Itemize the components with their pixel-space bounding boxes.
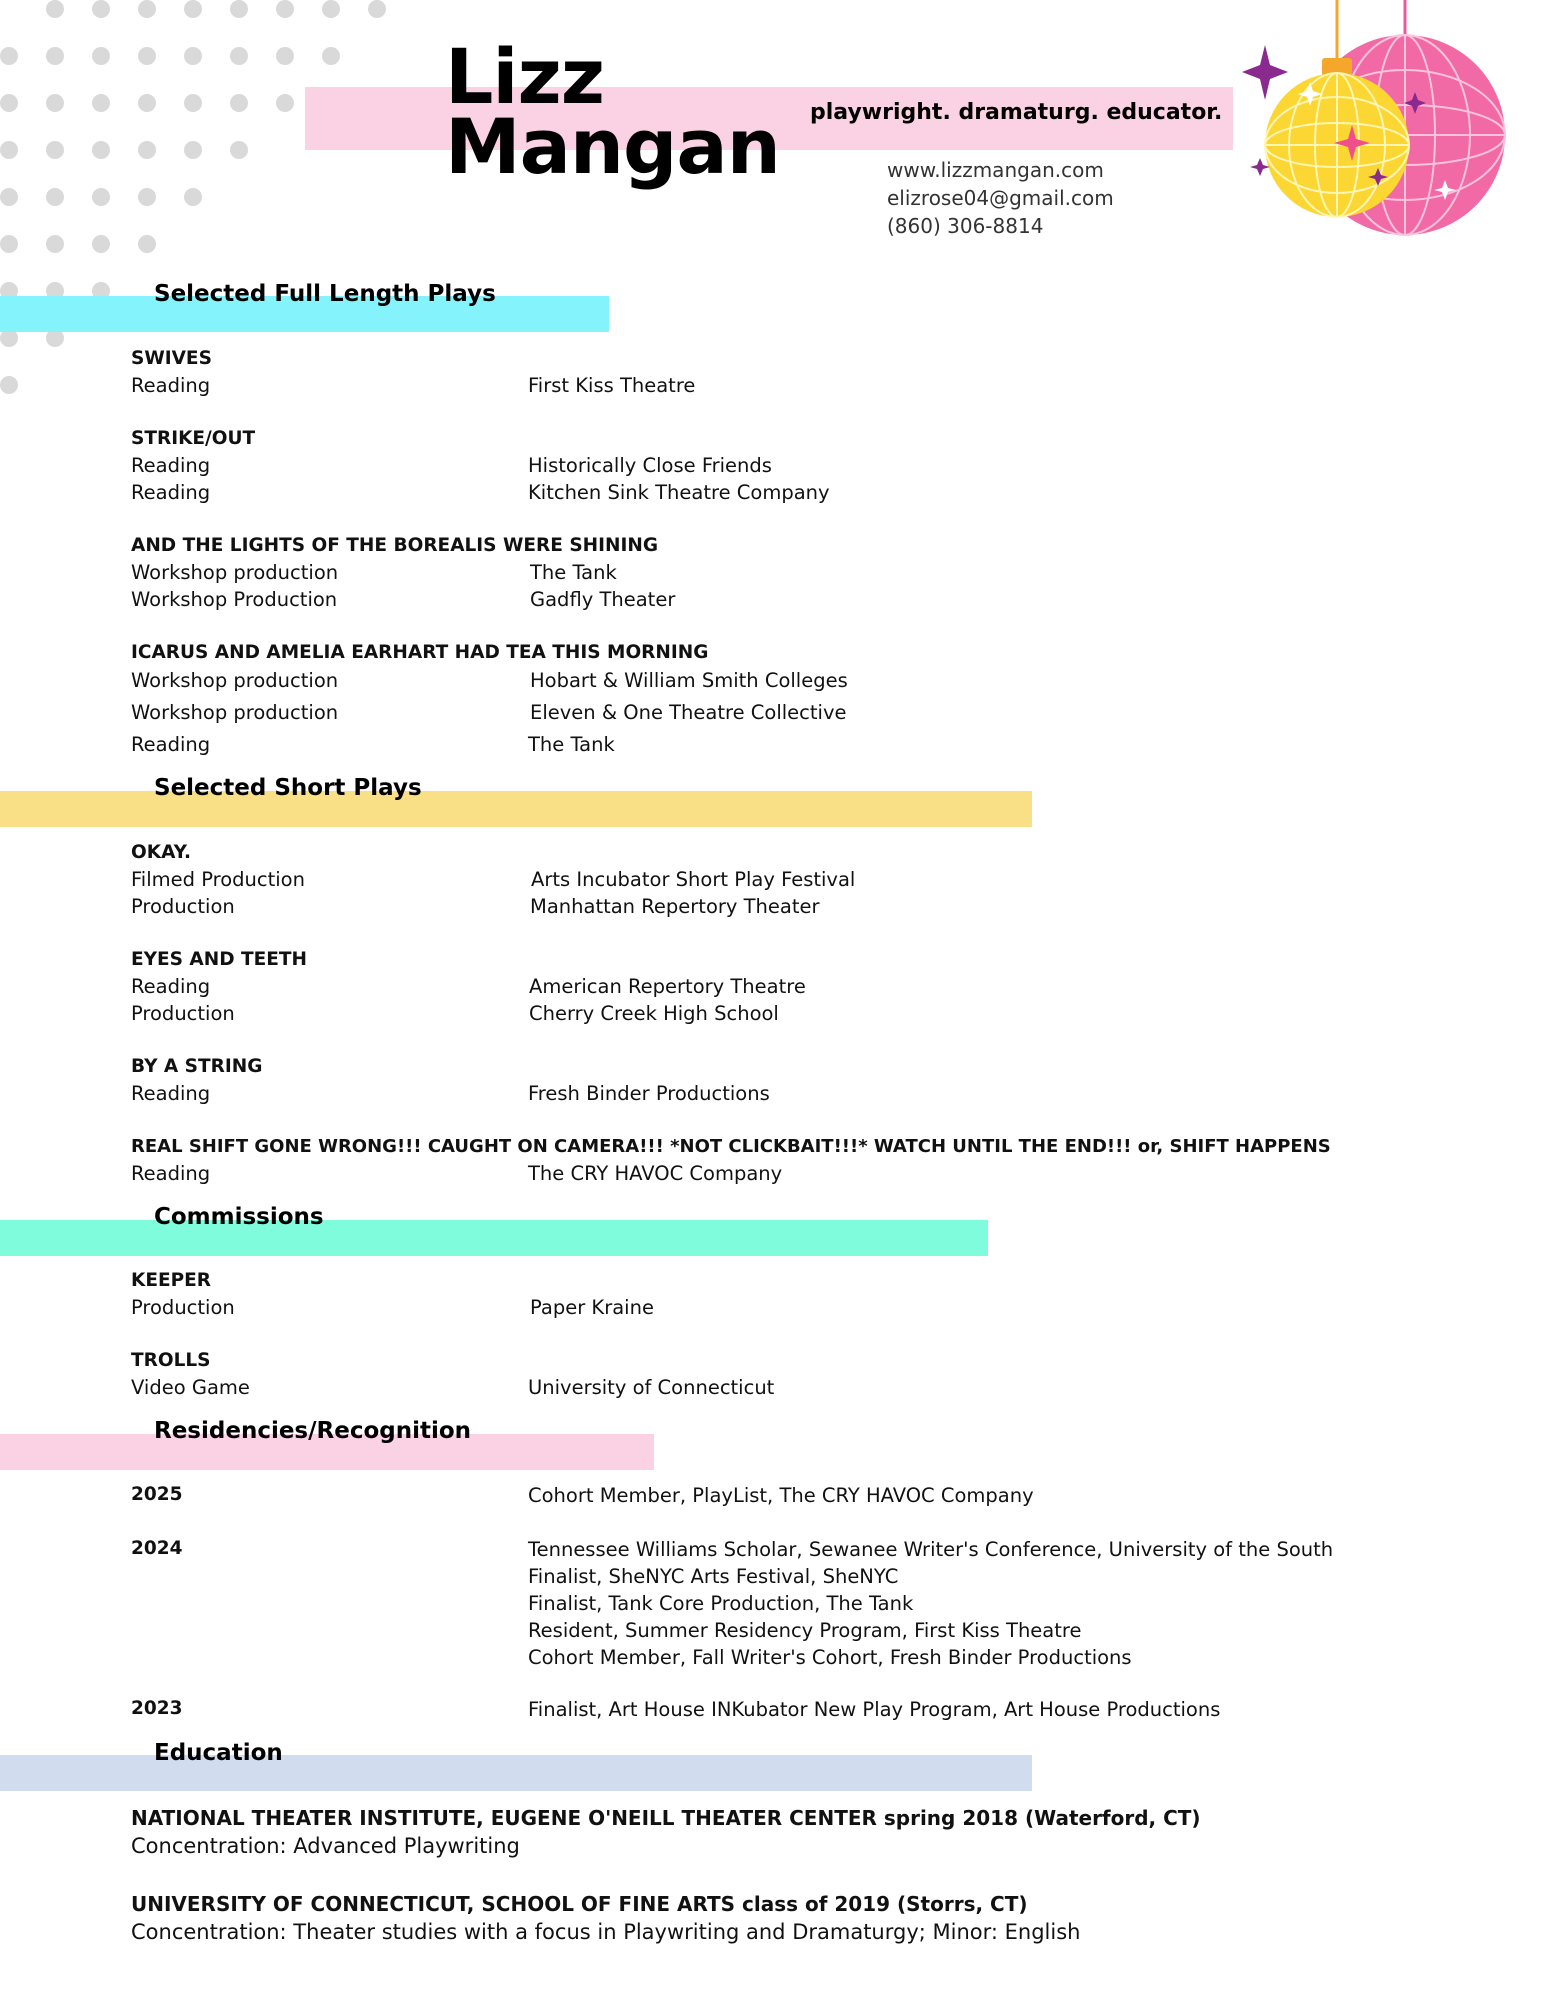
- recognition-item: Cohort Member, PlayList, The CRY HAVOC Company: [528, 1484, 1034, 1507]
- year-label: 2025: [131, 1484, 183, 1505]
- play-venue: University of Connecticut: [528, 1376, 775, 1399]
- section-title-education: Education: [154, 1740, 283, 1766]
- play-type: Reading: [131, 481, 211, 504]
- section-title-commissions: Commissions: [154, 1204, 324, 1230]
- recognition-item: Cohort Member, Fall Writer's Cohort, Fresh Binder Productions: [528, 1646, 1132, 1669]
- play-title: OKAY.: [131, 842, 191, 863]
- recognition-item: Tennessee Williams Scholar, Sewanee Writer's Conference, University of the South: [528, 1538, 1334, 1561]
- play-type: Reading: [131, 1082, 211, 1105]
- year-label: 2024: [131, 1538, 183, 1559]
- play-venue: Hobart & William Smith Colleges: [530, 669, 848, 692]
- recognition-item: Resident, Summer Residency Program, First Kiss Theatre: [528, 1619, 1082, 1642]
- education-school: NATIONAL THEATER INSTITUTE, EUGENE O'NEILL THEATER CENTER spring 2018 (Waterford, CT): [131, 1806, 1201, 1830]
- play-venue: The CRY HAVOC Company: [528, 1162, 783, 1185]
- website: www.lizzmangan.com: [887, 158, 1104, 182]
- play-venue: The Tank: [530, 561, 617, 584]
- play-type: Production: [131, 1002, 235, 1025]
- play-type: Production: [131, 895, 235, 918]
- play-venue: Kitchen Sink Theatre Company: [528, 481, 830, 504]
- play-venue: Eleven & One Theatre Collective: [530, 701, 847, 724]
- play-venue: Gadfly Theater: [530, 588, 676, 611]
- play-type: Reading: [131, 975, 211, 998]
- play-title: AND THE LIGHTS OF THE BOREALIS WERE SHINING: [131, 535, 659, 556]
- play-title: KEEPER: [131, 1270, 212, 1291]
- play-title: SWIVES: [131, 348, 212, 369]
- play-title: STRIKE/OUT: [131, 428, 256, 449]
- last-name: Mangan: [445, 102, 780, 191]
- play-venue: American Repertory Theatre: [529, 975, 806, 998]
- education-school: UNIVERSITY OF CONNECTICUT, SCHOOL OF FINE ARTS class of 2019 (Storrs, CT): [131, 1892, 1028, 1916]
- play-type: Workshop production: [131, 701, 339, 724]
- play-type: Reading: [131, 374, 211, 397]
- play-type: Reading: [131, 454, 211, 477]
- section-title-short-plays: Selected Short Plays: [154, 775, 422, 801]
- phone: (860) 306-8814: [887, 214, 1044, 238]
- play-title: BY A STRING: [131, 1056, 263, 1077]
- play-type: Production: [131, 1296, 235, 1319]
- play-title: TROLLS: [131, 1350, 211, 1371]
- play-type: Reading: [131, 1162, 211, 1185]
- play-type: Workshop production: [131, 561, 339, 584]
- play-venue: Cherry Creek High School: [529, 1002, 779, 1025]
- section-title-full-length: Selected Full Length Plays: [154, 281, 496, 307]
- play-type: Reading: [131, 733, 211, 756]
- recognition-item: Finalist, SheNYC Arts Festival, SheNYC: [528, 1565, 899, 1588]
- play-venue: The Tank: [528, 733, 615, 756]
- first-name: Lizz: [445, 32, 604, 121]
- play-venue: Manhattan Repertory Theater: [530, 895, 820, 918]
- name-heading: [445, 32, 780, 191]
- recognition-item: Finalist, Art House INKubator New Play Program, Art House Productions: [528, 1698, 1221, 1721]
- year-label: 2023: [131, 1698, 183, 1719]
- section-title-residencies: Residencies/Recognition: [154, 1418, 472, 1444]
- play-type: Filmed Production: [131, 868, 305, 891]
- tagline: playwright. dramaturg. educator.: [810, 100, 1223, 125]
- play-title: ICARUS AND AMELIA EARHART HAD TEA THIS MORNING: [131, 642, 709, 663]
- play-title: EYES AND TEETH: [131, 949, 308, 970]
- play-type: Video Game: [131, 1376, 250, 1399]
- play-venue: Fresh Binder Productions: [528, 1082, 770, 1105]
- play-venue: Paper Kraine: [530, 1296, 654, 1319]
- education-detail: Concentration: Advanced Playwriting: [131, 1834, 520, 1858]
- recognition-item: Finalist, Tank Core Production, The Tank: [528, 1592, 914, 1615]
- disco-ball-icon: [1230, 0, 1510, 260]
- play-venue: Arts Incubator Short Play Festival: [531, 868, 856, 891]
- play-title: REAL SHIFT GONE WRONG!!! CAUGHT ON CAMERA!!! *NOT CLICKBAIT!!!* WATCH UNTIL THE END!!! or, SHIFT HAPPENS: [131, 1136, 1331, 1157]
- education-detail: Concentration: Theater studies with a focus in Playwriting and Dramaturgy; Minor: English: [131, 1920, 1081, 1944]
- play-type: Workshop Production: [131, 588, 338, 611]
- play-venue: First Kiss Theatre: [528, 374, 696, 397]
- commissions-band: [0, 1220, 988, 1256]
- play-type: Workshop production: [131, 669, 339, 692]
- email: elizrose04@gmail.com: [887, 186, 1114, 210]
- play-venue: Historically Close Friends: [528, 454, 772, 477]
